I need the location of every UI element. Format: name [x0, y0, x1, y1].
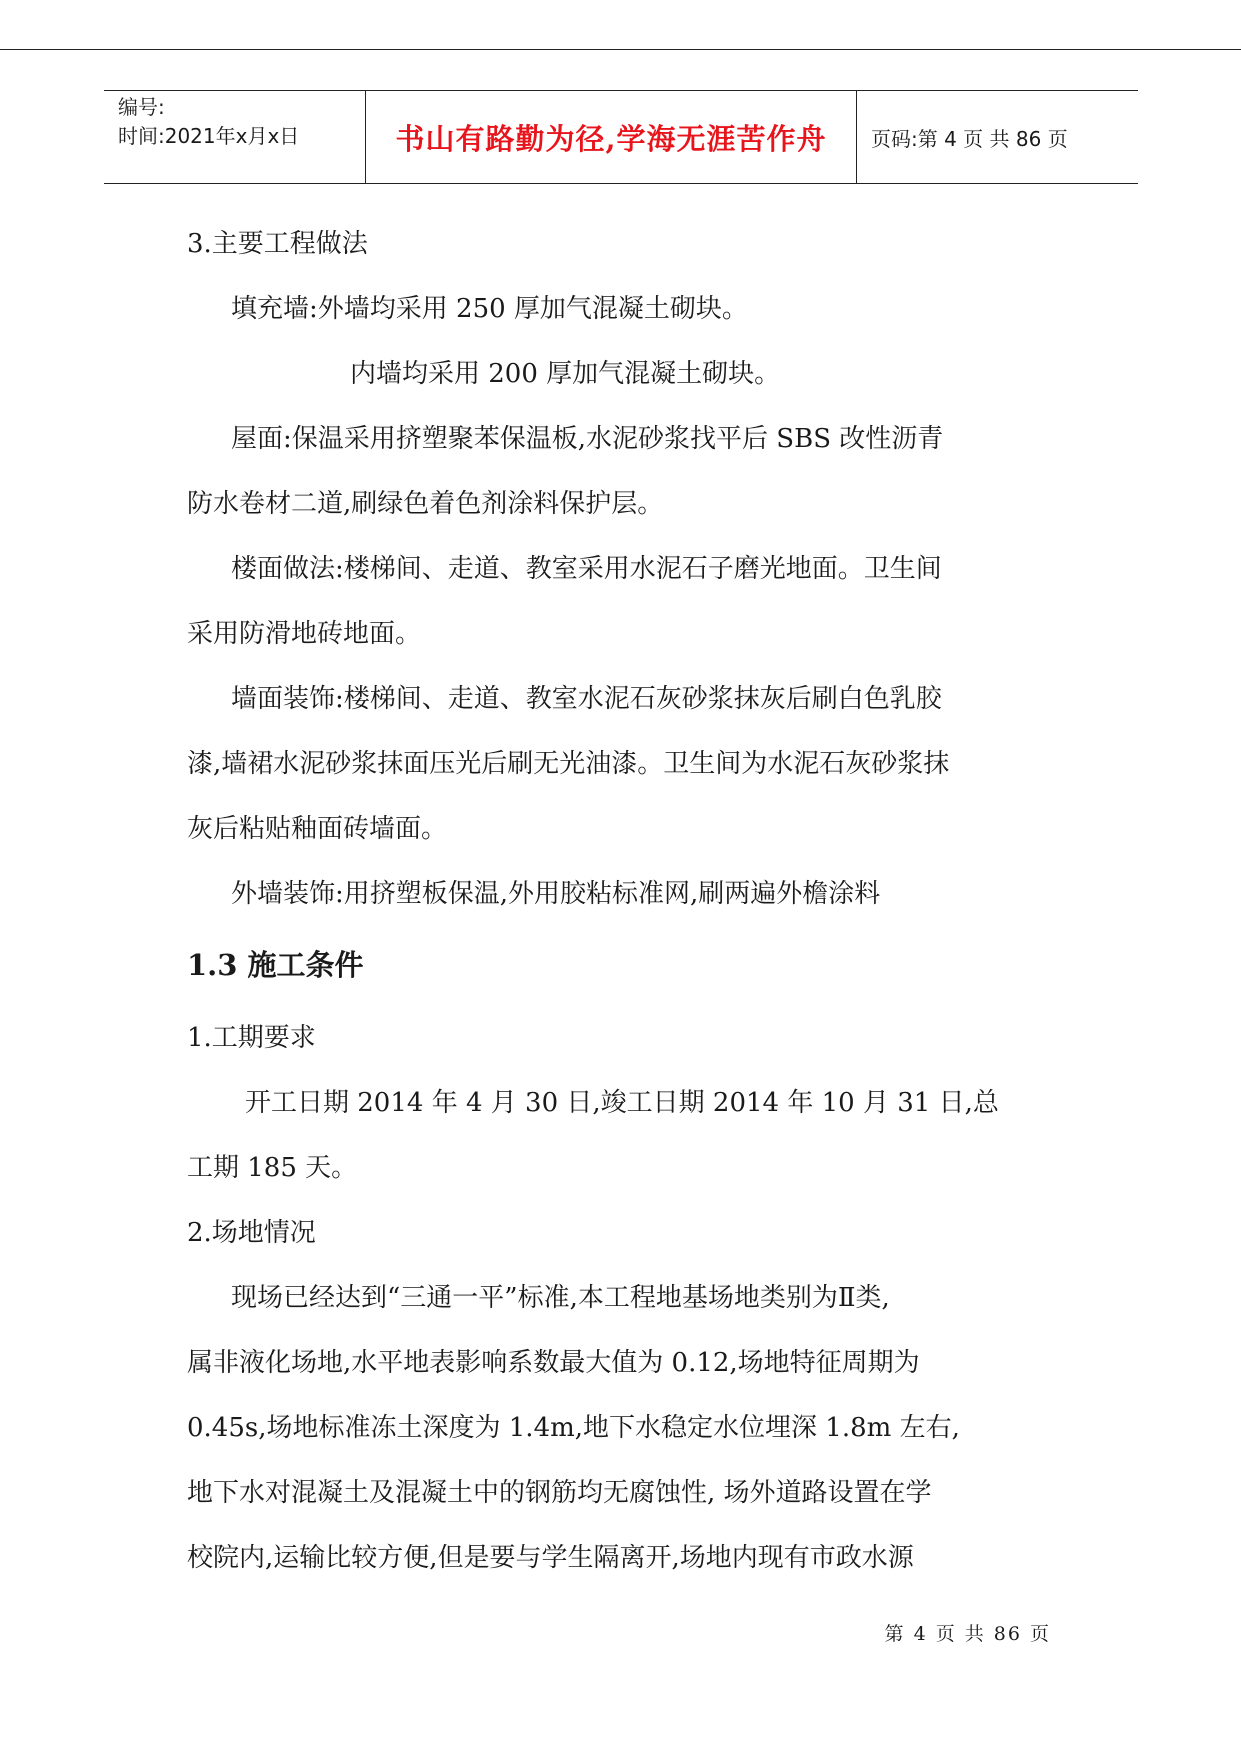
serial-label: 编号:	[118, 95, 165, 119]
document-body	[187, 212, 1057, 1591]
page-footer: 第 4 页 共 86 页	[884, 1623, 1051, 1645]
paragraph-line: 采用防滑地砖地面。	[187, 619, 422, 649]
section-heading: 1.3 施工条件	[187, 948, 364, 982]
paragraph-line: 漆,墙裙水泥砂浆抹面压光后刷无光油漆。卫生间为水泥石灰砂浆抹	[187, 749, 950, 779]
paragraph-line: 校院内,运输比较方便,但是要与学生隔离开,场地内现有市政水源	[187, 1543, 914, 1573]
subsection-title: 1.工期要求	[187, 1023, 316, 1053]
paragraph-line: 屋面:保温采用挤塑聚苯保温板,水泥砂浆找平后 SBS 改性沥青	[231, 424, 944, 454]
paragraph-line: 墙面装饰:楼梯间、走道、教室水泥石灰砂浆抹灰后刷白色乳胶	[231, 684, 942, 714]
paragraph-line: 防水卷材二道,刷绿色着色剂涂料保护层。	[187, 489, 664, 519]
page-header	[104, 90, 1138, 184]
paragraph-line: 0.45s,场地标准冻土深度为 1.4m,地下水稳定水位埋深 1.8m 左右,	[187, 1413, 960, 1443]
header-meta	[104, 91, 366, 183]
paragraph-line: 外墙装饰:用挤塑板保温,外用胶粘标准网,刷两遍外檐涂料	[231, 879, 881, 909]
paragraph-line: 内墙均采用 200 厚加气混凝土砌块。	[350, 359, 781, 389]
paragraph-line: 填充墙:外墙均采用 250 厚加气混凝土砌块。	[231, 294, 748, 324]
time-label: 时间:2021年x月x日	[118, 124, 300, 148]
paragraph-line: 灰后粘贴釉面砖墙面。	[187, 814, 448, 844]
subsection-title: 2.场地情况	[187, 1218, 316, 1248]
header-page-info: 页码:第 4 页 共 86 页	[871, 126, 1068, 151]
paragraph-line: 地下水对混凝土及混凝土中的钢筋均无腐蚀性, 场外道路设置在学	[187, 1478, 932, 1508]
paragraph-line: 属非液化场地,水平地表影响系数最大值为 0.12,场地特征周期为	[187, 1348, 920, 1378]
paragraph-line: 开工日期 2014 年 4 月 30 日,竣工日期 2014 年 10 月 31 日,总	[245, 1088, 999, 1118]
subsection-title: 3.主要工程做法	[187, 229, 368, 259]
header-motto: 书山有路勤为径,学海无涯苦作舟	[366, 91, 857, 183]
paragraph-line: 工期 185 天。	[187, 1153, 358, 1183]
top-rule	[0, 49, 1241, 50]
paragraph-line: 楼面做法:楼梯间、走道、教室采用水泥石子磨光地面。卫生间	[231, 554, 942, 584]
paragraph-line: 现场已经达到“三通一平”标准,本工程地基场地类别为Ⅱ类,	[231, 1283, 890, 1313]
